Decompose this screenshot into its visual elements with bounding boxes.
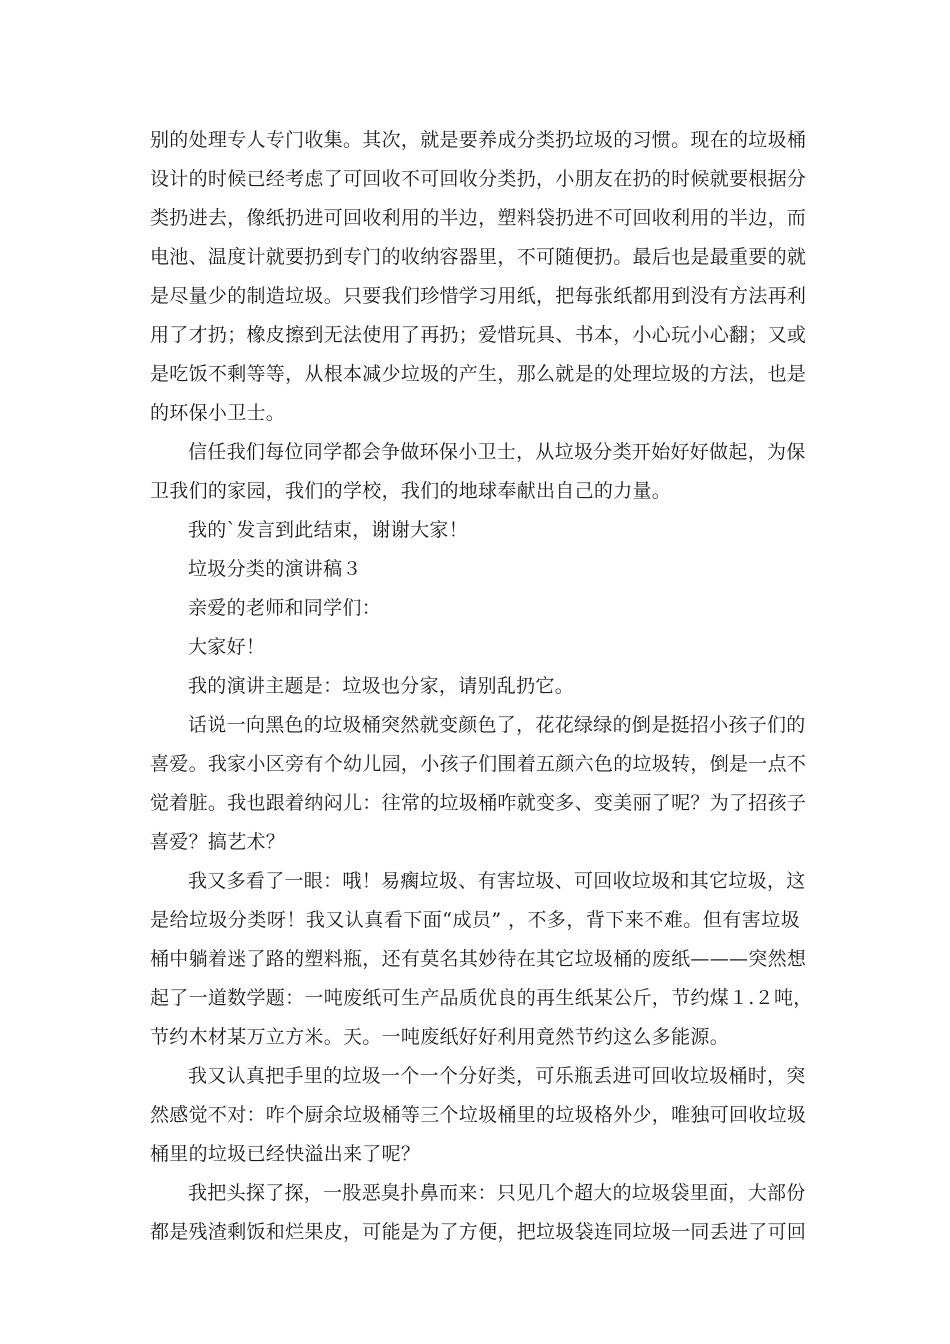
text-line: 我把头探了探，一股恶臭扑鼻而来：只见几个超大的垃圾袋里面，大部份: [188, 1182, 806, 1204]
document-body: [150, 121, 813, 1252]
paragraph: [150, 511, 800, 550]
text-line: 觉着脏。我也跟着纳闷儿：往常的垃圾桶咋就变多、变美丽了呢？为了招孩子: [150, 792, 807, 814]
text-line: 亲爱的老师和同学们：: [188, 597, 382, 619]
paragraph: [150, 1057, 807, 1174]
text-line: 是尽量少的制造垃圾。只要我们珍惜学习用纸，把每张纸都用到没有方法再利: [150, 285, 807, 307]
text-line: 桶中躺着迷了路的塑料瓶，还有莫名其妙待在其它垃圾桶的废纸———突然想: [150, 948, 807, 970]
text-line: 喜爱？搞艺术？: [150, 831, 286, 853]
text-line: 桶里的垃圾已经快溢出来了呢？: [150, 1143, 421, 1165]
text-line: 节约木材某万立方米。天。一吨废纸好好利用竟然节约这么多能源。: [150, 1026, 730, 1048]
text-line: 类扔进去，像纸扔进可回收利用的半边，塑料袋扔进不可回收利用的半边，而: [150, 207, 807, 229]
text-line: 我的演讲主题是：垃圾也分家，请别乱扔它。: [188, 675, 575, 697]
paragraph: [150, 433, 806, 511]
text-line: 是给垃圾分类呀！我又认真看下面“成员” ，不多，背下来不难。但有害垃圾: [150, 909, 800, 931]
text-line: 都是残渣剩饭和烂果皮，可能是为了方便，把垃圾袋连同垃圾一同丢进了可回: [150, 1221, 807, 1243]
text-line: 大家好！: [188, 636, 266, 658]
text-line: 然感觉不对：咋个厨余垃圾桶等三个垃圾桶里的垃圾格外少，唯独可回收垃圾: [150, 1104, 807, 1126]
text-line: 卫我们的家园，我们的学校，我们的地球奉献出自己的力量。: [150, 480, 672, 502]
text-line: 我又多看了一眼：哦！易瘸垃圾、有害垃圾、可回收垃圾和其它垃圾，这: [188, 870, 806, 892]
text-line: 别的处理专人专门收集。其次，就是要养成分类扔垃圾的习惯。现在的垃圾桶: [150, 129, 807, 151]
paragraph: [150, 628, 800, 667]
paragraph: [150, 121, 807, 433]
text-line: 话说一向黑色的垃圾桶突然就变颜色了，花花绿绿的倒是挺招小孩子们的: [188, 714, 806, 736]
text-line: 是吃饭不剩等等，从根本减少垃圾的产生，那么就是的处理垃圾的方法，也是: [150, 363, 807, 385]
text-line: 我的`发言到此结束，谢谢大家！: [188, 519, 469, 541]
paragraph: [150, 1174, 807, 1252]
text-line: 喜爱。我家小区旁有个幼儿园，小孩子们围着五颜六色的垃圾转，倒是一点不: [150, 753, 807, 775]
text-line: 信任我们每位同学都会争做环保小卫士，从垃圾分类开始好好做起，为保: [188, 441, 806, 463]
paragraph: [150, 667, 800, 706]
text-line: 用了才扔；橡皮擦到无法使用了再扔；爱惜玩具、书本，小心玩小心翻；又或: [150, 324, 807, 346]
paragraph: [150, 550, 800, 589]
text-line: 起了一道数学题：一吨废纸可生产品质优良的再生纸某公斤，节约煤１.２吨，: [150, 987, 813, 1009]
text-line: 的环保小卫士。: [150, 402, 286, 424]
text-line: 我又认真把手里的垃圾一个一个分好类，可乐瓶丢进可回收垃圾桶时，突: [188, 1065, 806, 1087]
text-line: 设计的时候已经考虑了可回收不可回收分类扔，小朋友在扔的时候就要根据分: [150, 168, 807, 190]
text-line: 垃圾分类的演讲稿３: [188, 558, 362, 580]
paragraph: [150, 862, 813, 1057]
paragraph: [150, 589, 800, 628]
paragraph: [150, 706, 807, 862]
text-line: 电池、温度计就要扔到专门的收纳容器里，不可随便扔。最后也是最重要的就: [150, 246, 807, 268]
